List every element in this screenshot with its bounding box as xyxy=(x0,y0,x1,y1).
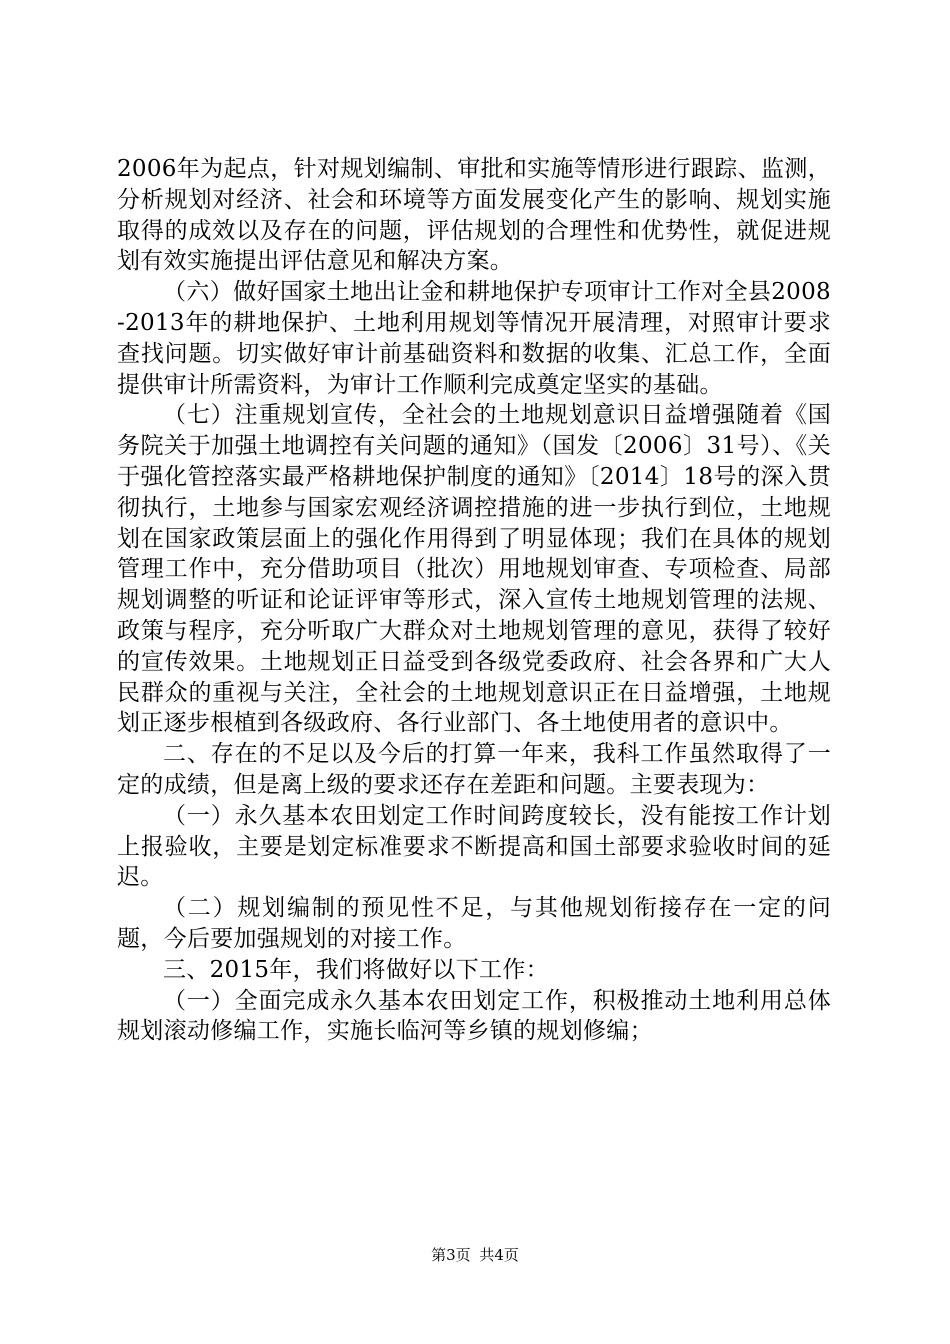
paragraph-item-1: （一）永久基本农田划定工作时间跨度较长，没有能按工作计划上报验收，主要是划定标准要求不断提高和国土部要求验收时间的延迟。 xyxy=(117,802,831,891)
paragraph-continuation: 2006年为起点，针对规划编制、审批和实施等情形进行跟踪、监测，分析规划对经济、社会和环境等方面发展变化产生的影响、规划实施取得的成效以及存在的问题，评估规划的合理性和优势性，就促进规划有效实施提出评估意见和解决方案。 xyxy=(117,156,831,275)
paragraph-heading-3: 三、2015年，我们将做好以下工作： xyxy=(163,956,549,983)
page-footer xyxy=(0,1245,950,1265)
paragraph-section-7: （七）注重规划宣传，全社会的土地规划意识日益增强随着《国务院关于加强土地调控有关问题的通知》（国发〔2006〕31号）、《关于强化管控落实最严格耕地保护制度的通知》〔2014〕18号的深入贯彻执行，土地参与国家宏观经济调控措施的进一步执行到位，土地规划在国家政策层面上的强化作用得到了明显体现；我们在具体的规划管理工作中，充分借助项目（批次）用地规划审查、专项检查、局部规划调整的听证和论证评审等形式，深入宣传土地规划管理的法规、政策与程序，充分听取广大群众对土地规划管理的意见，获得了较好的宣传效果。土地规划正日益受到各级党委政府、社会各界和广大人民群众的重视与关注，全社会的土地规划意识正在日益增强，土地规划正逐步根植到各级政府、各行业部门、各土地使用者的意识中。 xyxy=(117,402,831,737)
page-number: 第3页 xyxy=(431,1246,471,1264)
paragraph-heading-2: 二、存在的不足以及今后的打算一年来，我科工作虽然取得了一定的成绩，但是离上级的要求还存在差距和问题。主要表现为： xyxy=(117,741,831,798)
paragraph-section-6: （六）做好国家土地出让金和耕地保护专项审计工作对全县2008-2013年的耕地保护、土地利用规划等情况开展清理，对照审计要求查找问题。切实做好审计前基础资料和数据的收集、汇总工作，全面提供审计所需资料，为审计工作顺利完成奠定坚实的基础。 xyxy=(117,279,831,398)
document-body xyxy=(117,154,831,1047)
paragraph-plan-item-1: （一）全面完成永久基本农田划定工作，积极推动土地利用总体规划滚动修编工作，实施长临河等乡镇的规划修编； xyxy=(117,987,831,1045)
paragraph-item-2: （二）规划编制的预见性不足，与其他规划衔接存在一定的问题，今后要加强规划的对接工作。 xyxy=(117,895,831,952)
page-total: 共4页 xyxy=(479,1246,519,1264)
